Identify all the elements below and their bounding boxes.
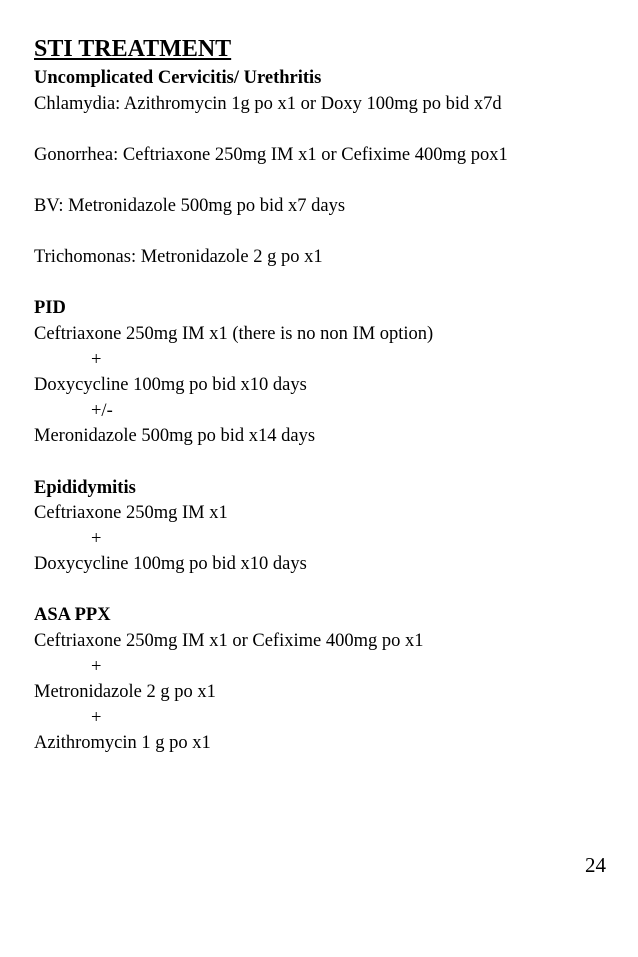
asa-ppx-operator-1: + (91, 656, 102, 677)
pid-line-3: Meronidazole 500mg po bid x14 days (34, 426, 316, 447)
epididymitis-operator-1: + (91, 528, 102, 549)
spacer (34, 168, 614, 194)
section-pid (34, 296, 614, 475)
bv-treatment: BV: Metronidazole 500mg po bid x7 days (34, 195, 346, 216)
spacer (34, 220, 614, 246)
document-page (34, 32, 614, 757)
section-heading-asa-ppx: ASA PPX (34, 605, 111, 626)
epididymitis-line-2: Doxycycline 100mg po bid x10 days (34, 554, 307, 575)
section-uncomplicated (34, 66, 614, 296)
pid-operator-2: +/- (91, 400, 113, 421)
pid-line-2: Doxycycline 100mg po bid x10 days (34, 375, 307, 396)
spacer (34, 117, 614, 143)
chlamydia-treatment: Chlamydia: Azithromycin 1g po x1 or Doxy 100mg po bid x7d (34, 93, 502, 114)
epididymitis-line-1: Ceftriaxone 250mg IM x1 (34, 503, 228, 524)
spacer (34, 450, 614, 476)
section-asa-ppx (34, 603, 614, 757)
asa-ppx-line-3: Azithromycin 1 g po x1 (34, 733, 211, 754)
pid-operator-1: + (91, 349, 102, 370)
section-heading-epididymitis: Epididymitis (34, 477, 136, 498)
page-number: 24 (585, 853, 606, 877)
asa-ppx-operator-2: + (91, 707, 102, 728)
asa-ppx-line-2: Metronidazole 2 g po x1 (34, 682, 216, 703)
spacer (34, 271, 614, 297)
section-heading-pid: PID (34, 298, 66, 319)
pid-line-1: Ceftriaxone 250mg IM x1 (there is no non IM option) (34, 323, 434, 344)
page-title: STI TREATMENT (34, 36, 232, 62)
asa-ppx-line-1: Ceftriaxone 250mg IM x1 or Cefixime 400mg po x1 (34, 631, 424, 652)
section-epididymitis (34, 476, 614, 604)
gonorrhea-treatment: Gonorrhea: Ceftriaxone 250mg IM x1 or Cefixime 400mg pox1 (34, 144, 508, 165)
section-heading-uncomplicated: Uncomplicated Cervicitis/ Urethritis (34, 68, 322, 88)
trichomonas-treatment: Trichomonas: Metronidazole 2 g po x1 (34, 247, 323, 268)
spacer (34, 578, 614, 604)
